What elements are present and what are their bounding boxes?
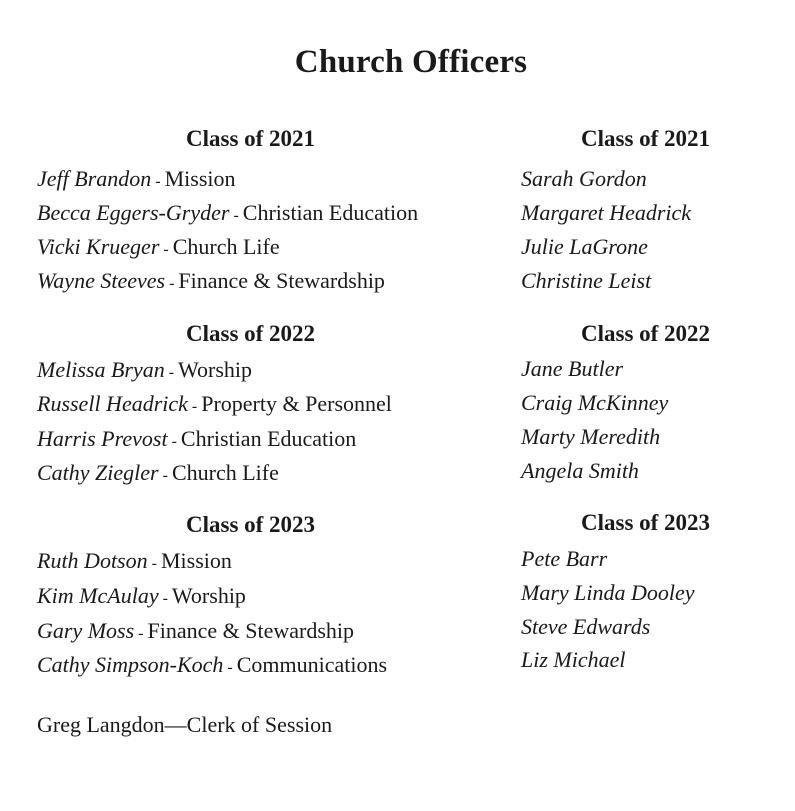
- officer-row: [37, 583, 246, 609]
- officer-role: Worship: [171, 583, 246, 608]
- officer-role: Communications: [236, 652, 388, 677]
- officer-name: Russell Headrick: [37, 391, 188, 416]
- separator: -: [159, 241, 173, 258]
- officer-role: Mission: [164, 166, 236, 191]
- officer-name: Kim McAulay: [37, 583, 159, 608]
- officer-name: Pete Barr: [521, 546, 608, 571]
- officer-name: Cathy Ziegler: [37, 460, 159, 485]
- officer-row: [37, 618, 354, 644]
- section-heading: Class of 2023: [186, 512, 316, 537]
- page-title: Church Officers: [294, 44, 528, 80]
- separator: -: [147, 555, 161, 572]
- officer-role: Christian Education: [180, 426, 357, 451]
- section-heading: Class of 2021: [186, 126, 316, 151]
- officer-name: Christine Leist: [521, 268, 652, 293]
- section-heading: Class of 2022: [581, 321, 711, 346]
- officer-name: Cathy Simpson-Koch: [37, 652, 224, 677]
- officer-name: Harris Prevost: [37, 426, 168, 451]
- officer-name: Vicki Krueger: [37, 234, 160, 259]
- officer-role: Church Life: [172, 234, 280, 259]
- separator: -: [229, 207, 243, 224]
- officer-name: Wayne Steeves: [37, 268, 166, 293]
- separator: -: [165, 275, 179, 292]
- separator: -: [158, 467, 172, 484]
- officer-name: Gary Moss: [37, 618, 135, 643]
- officer-role: Church Life: [171, 460, 279, 485]
- officer-role: Finance & Stewardship: [147, 618, 355, 643]
- elders-column: [37, 0, 507, 700]
- officer-name: Angela Smith: [521, 458, 639, 483]
- separator: -: [187, 398, 202, 415]
- officer-row: [37, 391, 392, 417]
- officer-row: [37, 268, 385, 294]
- officer-row: [37, 357, 252, 383]
- officer-row: [37, 200, 418, 226]
- officer-name: Marty Meredith: [521, 424, 661, 449]
- separator: -: [134, 625, 148, 642]
- officer-name: Steve Edwards: [521, 614, 651, 639]
- officer-role: Mission: [160, 548, 232, 573]
- clerk-of-session: Greg Langdon—Clerk of Session: [37, 712, 333, 737]
- officer-name: Craig McKinney: [521, 390, 669, 415]
- section-heading: Class of 2023: [581, 510, 711, 535]
- officer-row: [37, 652, 387, 678]
- officer-role: Worship: [178, 357, 253, 382]
- officer-name: Melissa Bryan: [37, 357, 165, 382]
- officer-name: Mary Linda Dooley: [521, 580, 695, 605]
- officer-role: Property & Personnel: [201, 391, 392, 416]
- officer-row: [37, 426, 356, 452]
- officer-name: Ruth Dotson: [37, 548, 148, 573]
- officer-row: [37, 166, 236, 192]
- separator: -: [158, 590, 172, 607]
- separator: -: [164, 364, 179, 381]
- officer-name: Julie LaGrone: [521, 234, 648, 259]
- officer-row: [37, 460, 279, 486]
- section-heading: Class of 2021: [581, 126, 711, 151]
- officer-name: Jeff Brandon: [37, 166, 152, 191]
- separator: -: [151, 173, 165, 190]
- officer-row: [37, 548, 232, 574]
- deacons-column: [521, 0, 791, 700]
- officer-name: Jane Butler: [521, 356, 624, 381]
- separator: -: [167, 433, 181, 450]
- officer-role: Christian Education: [242, 200, 419, 225]
- officer-name: Margaret Headrick: [521, 200, 692, 225]
- officer-name: Liz Michael: [521, 647, 626, 672]
- officer-row: [37, 234, 280, 260]
- officer-name: Becca Eggers-Gryder: [37, 200, 230, 225]
- officer-role: Finance & Stewardship: [178, 268, 385, 293]
- section-heading: Class of 2022: [186, 321, 316, 346]
- officer-name: Sarah Gordon: [521, 166, 647, 191]
- separator: -: [223, 659, 237, 676]
